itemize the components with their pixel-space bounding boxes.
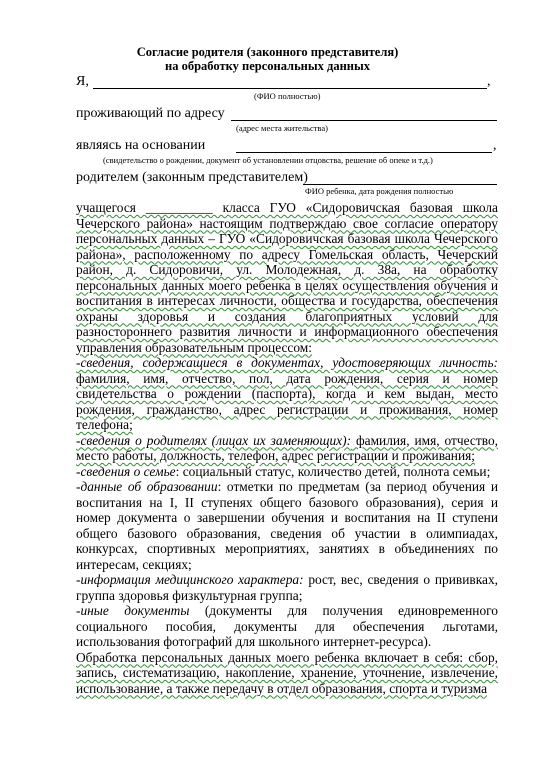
item-label-other-documents: -иные документы	[76, 603, 190, 618]
basis-input-line[interactable]	[236, 152, 492, 153]
parent-label: родителем (законным представителем)	[76, 170, 308, 185]
address-input-line[interactable]	[231, 120, 497, 121]
basis-trailing-comma: ,	[493, 138, 497, 153]
item-label-identity-documents: -сведения, содержащиеся в документах, удостоверяющих личность:	[76, 355, 498, 370]
list-item	[76, 464, 498, 480]
fio-label: Я,	[76, 74, 89, 89]
item-text-medical: рост, вес, сведения о прививках, группа здоровья физкультурная группа;	[76, 572, 499, 603]
child-input-line[interactable]	[303, 184, 497, 185]
processing-paragraph: Обработка персональных данных моего ребенка включает в себя: сбор, запись, систематизацию, накопление, хранение, уточнение, извлечение, использование, а также передачу в отдел образования, спорта и туризма	[76, 649, 498, 696]
list-item	[76, 479, 498, 572]
list-item	[76, 433, 498, 464]
child-hint: ФИО ребенка, дата рождения полностью	[305, 186, 454, 196]
basis-hint: (свидетельство о рождении, документ об установлении отцовства, решение об опеке и т.д.)	[103, 155, 433, 165]
document-title-line-1: Согласие родителя (законного представителя)	[136, 45, 399, 59]
item-label-family: -сведения о семье	[76, 463, 176, 479]
item-text-other-documents: (документы для получения единовременного социального пособия, документы для обеспечения льготами, использования фотографий для школьного интернет-ресурса).	[76, 603, 498, 649]
item-text-identity-documents: фамилия, имя, отчество, пол, дата рождения, серия и номер свидетельства о рождении (паспорта), когда и кем выдан, место рождения, гражданство, адрес регистрации и проживания, номер телефона;	[76, 370, 498, 432]
item-text-education: : отметки по предметам (за период обучения и воспитания на I, II ступенях общего базового образования), серия и номер документа о завершении обучения и воспитания на II ступени общего базового образования, сведения об участии в олимпиадах, конкурсах, спортивных мероприятиях, занятиях в объединениях по интересам, секциях;	[76, 479, 498, 572]
document-title-line-2: на обработку персональных данных	[165, 59, 370, 73]
item-label-medical: -информация медицинского характера:	[76, 572, 304, 587]
consent-intro-paragraph: учащегося __________ класса ГУО «Сидоровичская базовая школа Чечерского района» настоящим подтверждаю свое согласие оператору персональных данных – ГУО «Сидоровичская базовая школа Чечерского района», расположенному по адресу Гомельская область, Чечерский район, д. Сидоровичи, ул. Молодежная, д. 38а, на обработку персональных данных моего ребенка в целях осуществления обучения и воспитания в интересах личности, общества и государства, обеспечения охраны здоровья и создания благоприятных условий для разностороннего развития личности и информационного обеспечения управления образовательным процессом:	[76, 200, 498, 355]
list-item	[76, 572, 498, 603]
list-item	[76, 355, 498, 433]
fio-input-line[interactable]	[93, 88, 487, 89]
list-item	[76, 603, 498, 650]
consent-body	[76, 200, 498, 696]
address-hint: (адрес места жительства)	[236, 123, 328, 133]
fio-trailing-comma: ,	[487, 74, 491, 89]
fio-hint: (ФИО полностью)	[254, 91, 321, 101]
item-text-family: : социальный статус, количество детей, полнота семьи;	[175, 463, 491, 479]
address-label: проживающий по адресу	[76, 106, 225, 121]
item-label-education: -данные об образовании	[76, 479, 218, 494]
item-label-parents: -сведения о родителях (лицах их заменяющих):	[76, 432, 352, 448]
basis-label: являясь на основании	[76, 138, 206, 153]
item-text-parents: фамилия, имя, отчество, место работы, должность, телефон, адрес регистрации и проживания;	[76, 432, 498, 463]
